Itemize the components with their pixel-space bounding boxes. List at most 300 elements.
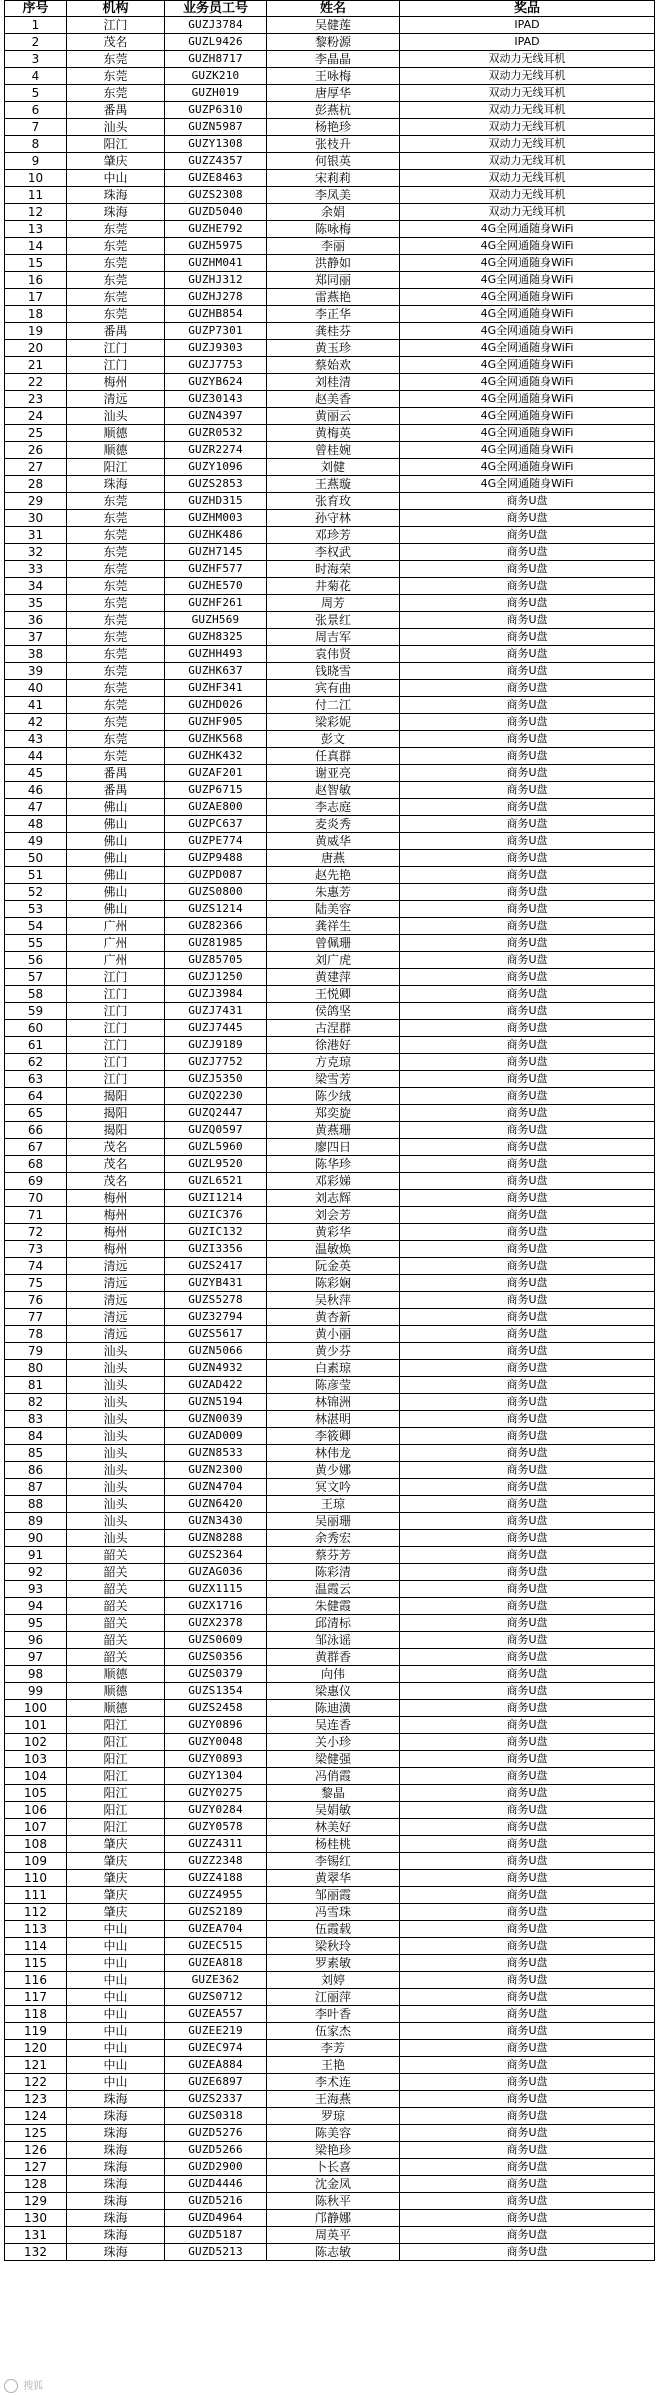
cell-index: 106 — [5, 1802, 67, 1819]
cell-prize: 商务U盘 — [400, 1479, 655, 1496]
cell-branch: 汕头 — [67, 1394, 165, 1411]
cell-name: 邹丽霞 — [267, 1887, 400, 1904]
cell-name: 冥文吟 — [267, 1479, 400, 1496]
cell-prize: 商务U盘 — [400, 1564, 655, 1581]
cell-agent-id: GUZIC376 — [165, 1207, 267, 1224]
table-row — [5, 1224, 655, 1241]
cell-branch: 中山 — [67, 1972, 165, 1989]
cell-agent-id: GUZHK637 — [165, 663, 267, 680]
cell-agent-id: GUZY0048 — [165, 1734, 267, 1751]
table-row — [5, 1598, 655, 1615]
cell-prize: 商务U盘 — [400, 1071, 655, 1088]
cell-index: 123 — [5, 2091, 67, 2108]
cell-branch: 阳江 — [67, 1819, 165, 1836]
cell-name: 林美好 — [267, 1819, 400, 1836]
cell-prize: 商务U盘 — [400, 986, 655, 1003]
header-row — [5, 1, 655, 17]
cell-branch: 珠海 — [67, 2193, 165, 2210]
cell-prize: 双动力无线耳机 — [400, 187, 655, 204]
cell-name: 刘桂清 — [267, 374, 400, 391]
cell-prize: 4G全网通随身WiFi — [400, 374, 655, 391]
cell-agent-id: GUZN4397 — [165, 408, 267, 425]
cell-prize: 商务U盘 — [400, 833, 655, 850]
cell-prize: 双动力无线耳机 — [400, 51, 655, 68]
cell-branch: 阳江 — [67, 1785, 165, 1802]
cell-prize: IPAD — [400, 17, 655, 34]
cell-prize: 商务U盘 — [400, 782, 655, 799]
table-row — [5, 289, 655, 306]
cell-agent-id: GUZN8288 — [165, 1530, 267, 1547]
table-row — [5, 1088, 655, 1105]
cell-name: 罗素敏 — [267, 1955, 400, 1972]
cell-name: 李晶晶 — [267, 51, 400, 68]
cell-branch: 东莞 — [67, 629, 165, 646]
cell-prize: 商务U盘 — [400, 1938, 655, 1955]
cell-index: 42 — [5, 714, 67, 731]
cell-prize: 商务U盘 — [400, 901, 655, 918]
watermark — [4, 2377, 43, 2393]
cell-index: 107 — [5, 1819, 67, 1836]
cell-prize: 4G全网通随身WiFi — [400, 459, 655, 476]
cell-branch: 东莞 — [67, 680, 165, 697]
cell-agent-id: GUZS2853 — [165, 476, 267, 493]
cell-agent-id: GUZZ4311 — [165, 1836, 267, 1853]
cell-agent-id: GUZHF577 — [165, 561, 267, 578]
cell-branch: 肇庆 — [67, 1853, 165, 1870]
cell-index: 44 — [5, 748, 67, 765]
cell-name: 李丽 — [267, 238, 400, 255]
table-row — [5, 1139, 655, 1156]
cell-index: 114 — [5, 1938, 67, 1955]
cell-name: 周英平 — [267, 2227, 400, 2244]
cell-index: 98 — [5, 1666, 67, 1683]
cell-name: 周芳 — [267, 595, 400, 612]
cell-branch: 中山 — [67, 1989, 165, 2006]
cell-prize: 商务U盘 — [400, 2091, 655, 2108]
cell-branch: 清远 — [67, 1292, 165, 1309]
cell-agent-id: GUZN5066 — [165, 1343, 267, 1360]
cell-prize: 商务U盘 — [400, 1258, 655, 1275]
cell-branch: 揭阳 — [67, 1122, 165, 1139]
cell-index: 20 — [5, 340, 67, 357]
cell-index: 81 — [5, 1377, 67, 1394]
cell-prize: 4G全网通随身WiFi — [400, 255, 655, 272]
cell-agent-id: GUZHJ312 — [165, 272, 267, 289]
cell-agent-id: GUZHD026 — [165, 697, 267, 714]
cell-agent-id: GUZL9520 — [165, 1156, 267, 1173]
table-row — [5, 238, 655, 255]
cell-agent-id: GUZY1096 — [165, 459, 267, 476]
cell-agent-id: GUZN5987 — [165, 119, 267, 136]
cell-agent-id: GUZZ4357 — [165, 153, 267, 170]
cell-index: 48 — [5, 816, 67, 833]
cell-name: 朱惠芳 — [267, 884, 400, 901]
cell-agent-id: GUZHF905 — [165, 714, 267, 731]
table-row — [5, 51, 655, 68]
cell-branch: 东莞 — [67, 238, 165, 255]
cell-prize: 商务U盘 — [400, 935, 655, 952]
cell-prize: 商务U盘 — [400, 969, 655, 986]
cell-name: 王海燕 — [267, 2091, 400, 2108]
cell-name: 陈华珍 — [267, 1156, 400, 1173]
cell-agent-id: GUZJ7752 — [165, 1054, 267, 1071]
cell-branch: 汕头 — [67, 1360, 165, 1377]
cell-name: 黄玉珍 — [267, 340, 400, 357]
cell-name: 宾有曲 — [267, 680, 400, 697]
table-row — [5, 969, 655, 986]
cell-prize: 商务U盘 — [400, 1547, 655, 1564]
cell-agent-id: GUZH7145 — [165, 544, 267, 561]
cell-index: 3 — [5, 51, 67, 68]
header-prize: 奖品 — [400, 1, 655, 17]
table-row — [5, 986, 655, 1003]
cell-branch: 中山 — [67, 2040, 165, 2057]
cell-index: 128 — [5, 2176, 67, 2193]
cell-agent-id: GUZAD422 — [165, 1377, 267, 1394]
cell-agent-id: GUZH019 — [165, 85, 267, 102]
cell-index: 121 — [5, 2057, 67, 2074]
cell-branch: 广州 — [67, 918, 165, 935]
table-row — [5, 153, 655, 170]
cell-index: 45 — [5, 765, 67, 782]
cell-index: 70 — [5, 1190, 67, 1207]
cell-index: 2 — [5, 34, 67, 51]
table-row — [5, 612, 655, 629]
table-row — [5, 578, 655, 595]
table-row — [5, 527, 655, 544]
cell-branch: 番禺 — [67, 765, 165, 782]
cell-name: 黎晶 — [267, 1785, 400, 1802]
cell-prize: 4G全网通随身WiFi — [400, 391, 655, 408]
cell-name: 陆美容 — [267, 901, 400, 918]
table-row — [5, 1564, 655, 1581]
table-row — [5, 1479, 655, 1496]
table-row — [5, 816, 655, 833]
table-row — [5, 459, 655, 476]
cell-branch: 珠海 — [67, 476, 165, 493]
table-row — [5, 850, 655, 867]
cell-name: 陈彩清 — [267, 1564, 400, 1581]
cell-index: 5 — [5, 85, 67, 102]
table-row — [5, 2210, 655, 2227]
cell-agent-id: GUZHH493 — [165, 646, 267, 663]
cell-branch: 东莞 — [67, 272, 165, 289]
cell-name: 龚桂芬 — [267, 323, 400, 340]
cell-name: 洪静如 — [267, 255, 400, 272]
table-row — [5, 1394, 655, 1411]
cell-agent-id: GUZJ9303 — [165, 340, 267, 357]
cell-name: 杨桂桃 — [267, 1836, 400, 1853]
cell-name: 吴健莲 — [267, 17, 400, 34]
cell-prize: 商务U盘 — [400, 1819, 655, 1836]
table-row — [5, 102, 655, 119]
cell-name: 王琼 — [267, 1496, 400, 1513]
table-row — [5, 1428, 655, 1445]
cell-prize: 商务U盘 — [400, 1292, 655, 1309]
cell-agent-id: GUZQ2230 — [165, 1088, 267, 1105]
table-row — [5, 595, 655, 612]
cell-index: 72 — [5, 1224, 67, 1241]
cell-agent-id: GUZ85705 — [165, 952, 267, 969]
table-row — [5, 68, 655, 85]
cell-branch: 阳江 — [67, 1734, 165, 1751]
cell-agent-id: GUZEA704 — [165, 1921, 267, 1938]
cell-name: 刘志辉 — [267, 1190, 400, 1207]
table-row — [5, 85, 655, 102]
cell-branch: 珠海 — [67, 2210, 165, 2227]
header-name: 姓名 — [267, 1, 400, 17]
cell-agent-id: GUZD2900 — [165, 2159, 267, 2176]
table-row — [5, 255, 655, 272]
cell-prize: 商务U盘 — [400, 748, 655, 765]
cell-agent-id: GUZ32794 — [165, 1309, 267, 1326]
cell-name: 李筱卿 — [267, 1428, 400, 1445]
cell-branch: 东莞 — [67, 714, 165, 731]
cell-name: 刘婷 — [267, 1972, 400, 1989]
cell-prize: 商务U盘 — [400, 1751, 655, 1768]
cell-index: 65 — [5, 1105, 67, 1122]
cell-prize: 商务U盘 — [400, 1207, 655, 1224]
table-row — [5, 2159, 655, 2176]
cell-name: 江丽萍 — [267, 1989, 400, 2006]
cell-name: 陈少绒 — [267, 1088, 400, 1105]
cell-agent-id: GUZD4446 — [165, 2176, 267, 2193]
cell-agent-id: GUZHF341 — [165, 680, 267, 697]
cell-prize: 商务U盘 — [400, 714, 655, 731]
cell-prize: 商务U盘 — [400, 2159, 655, 2176]
cell-agent-id: GUZJ3984 — [165, 986, 267, 1003]
cell-branch: 中山 — [67, 2023, 165, 2040]
table-row — [5, 1343, 655, 1360]
cell-branch: 东莞 — [67, 561, 165, 578]
cell-name: 赵美香 — [267, 391, 400, 408]
cell-agent-id: GUZD5187 — [165, 2227, 267, 2244]
table-row — [5, 1802, 655, 1819]
cell-prize: 双动力无线耳机 — [400, 136, 655, 153]
cell-name: 梁健强 — [267, 1751, 400, 1768]
cell-index: 93 — [5, 1581, 67, 1598]
cell-agent-id: GUZX1115 — [165, 1581, 267, 1598]
watermark-icon — [4, 2379, 18, 2393]
cell-branch: 番禺 — [67, 782, 165, 799]
cell-index: 116 — [5, 1972, 67, 1989]
cell-prize: 商务U盘 — [400, 1853, 655, 1870]
cell-agent-id: GUZY0896 — [165, 1717, 267, 1734]
cell-prize: 商务U盘 — [400, 1666, 655, 1683]
cell-branch: 东莞 — [67, 646, 165, 663]
cell-name: 王咏梅 — [267, 68, 400, 85]
cell-agent-id: GUZHE570 — [165, 578, 267, 595]
table-row — [5, 544, 655, 561]
cell-name: 陈秋平 — [267, 2193, 400, 2210]
cell-agent-id: GUZH569 — [165, 612, 267, 629]
cell-branch: 珠海 — [67, 2108, 165, 2125]
cell-index: 6 — [5, 102, 67, 119]
table-row — [5, 782, 655, 799]
cell-agent-id: GUZAD009 — [165, 1428, 267, 1445]
cell-branch: 番禺 — [67, 102, 165, 119]
cell-prize: 商务U盘 — [400, 1343, 655, 1360]
cell-index: 37 — [5, 629, 67, 646]
cell-agent-id: GUZD5266 — [165, 2142, 267, 2159]
cell-branch: 佛山 — [67, 833, 165, 850]
cell-prize: 商务U盘 — [400, 1615, 655, 1632]
table-row — [5, 1819, 655, 1836]
cell-prize: 商务U盘 — [400, 765, 655, 782]
cell-agent-id: GUZI3356 — [165, 1241, 267, 1258]
table-row — [5, 187, 655, 204]
cell-prize: 商务U盘 — [400, 1785, 655, 1802]
cell-agent-id: GUZD4964 — [165, 2210, 267, 2227]
cell-prize: 商务U盘 — [400, 663, 655, 680]
cell-branch: 珠海 — [67, 187, 165, 204]
cell-name: 袁伟贤 — [267, 646, 400, 663]
cell-branch: 韶关 — [67, 1649, 165, 1666]
cell-index: 58 — [5, 986, 67, 1003]
table-row — [5, 2057, 655, 2074]
cell-index: 7 — [5, 119, 67, 136]
cell-agent-id: GUZN0039 — [165, 1411, 267, 1428]
cell-index: 40 — [5, 680, 67, 697]
cell-prize: 商务U盘 — [400, 1105, 655, 1122]
cell-agent-id: GUZJ1250 — [165, 969, 267, 986]
cell-agent-id: GUZPE774 — [165, 833, 267, 850]
table-row — [5, 1955, 655, 1972]
cell-prize: 商务U盘 — [400, 1836, 655, 1853]
cell-prize: 商务U盘 — [400, 1360, 655, 1377]
cell-index: 47 — [5, 799, 67, 816]
cell-branch: 顺德 — [67, 1683, 165, 1700]
cell-prize: 商务U盘 — [400, 1989, 655, 2006]
cell-branch: 珠海 — [67, 2159, 165, 2176]
cell-prize: 商务U盘 — [400, 1190, 655, 1207]
table-row — [5, 2227, 655, 2244]
cell-prize: 商务U盘 — [400, 1275, 655, 1292]
table-row — [5, 1666, 655, 1683]
cell-agent-id: GUZS0318 — [165, 2108, 267, 2125]
cell-name: 林伟龙 — [267, 1445, 400, 1462]
cell-name: 何银英 — [267, 153, 400, 170]
cell-name: 罗琼 — [267, 2108, 400, 2125]
table-row — [5, 2006, 655, 2023]
cell-branch: 阳江 — [67, 1768, 165, 1785]
header-branch: 机构 — [67, 1, 165, 17]
cell-index: 105 — [5, 1785, 67, 1802]
cell-agent-id: GUZS5617 — [165, 1326, 267, 1343]
cell-name: 宋莉莉 — [267, 170, 400, 187]
cell-prize: 商务U盘 — [400, 2023, 655, 2040]
cell-branch: 江门 — [67, 986, 165, 1003]
cell-name: 林锦洲 — [267, 1394, 400, 1411]
cell-agent-id: GUZHD315 — [165, 493, 267, 510]
cell-index: 82 — [5, 1394, 67, 1411]
cell-index: 23 — [5, 391, 67, 408]
cell-prize: 双动力无线耳机 — [400, 170, 655, 187]
cell-agent-id: GUZP6310 — [165, 102, 267, 119]
cell-prize: 商务U盘 — [400, 1496, 655, 1513]
cell-index: 87 — [5, 1479, 67, 1496]
cell-agent-id: GUZL9426 — [165, 34, 267, 51]
table-row — [5, 1275, 655, 1292]
cell-branch: 梅州 — [67, 1207, 165, 1224]
cell-index: 104 — [5, 1768, 67, 1785]
cell-prize: 商务U盘 — [400, 1598, 655, 1615]
cell-index: 13 — [5, 221, 67, 238]
cell-agent-id: GUZYB624 — [165, 374, 267, 391]
cell-prize: 双动力无线耳机 — [400, 102, 655, 119]
cell-agent-id: GUZS1354 — [165, 1683, 267, 1700]
cell-name: 曾桂婉 — [267, 442, 400, 459]
cell-name: 李叶香 — [267, 2006, 400, 2023]
cell-prize: 商务U盘 — [400, 918, 655, 935]
cell-branch: 汕头 — [67, 1343, 165, 1360]
table-body — [5, 17, 655, 2261]
cell-name: 梁彩妮 — [267, 714, 400, 731]
cell-index: 129 — [5, 2193, 67, 2210]
cell-agent-id: GUZY0284 — [165, 1802, 267, 1819]
cell-agent-id: GUZI1214 — [165, 1190, 267, 1207]
cell-agent-id: GUZS2308 — [165, 187, 267, 204]
cell-name: 冯雪珠 — [267, 1904, 400, 1921]
cell-branch: 清远 — [67, 1326, 165, 1343]
cell-prize: 商务U盘 — [400, 1003, 655, 1020]
table-row — [5, 799, 655, 816]
table-row — [5, 2040, 655, 2057]
cell-name: 赵智敏 — [267, 782, 400, 799]
cell-name: 麦炎秀 — [267, 816, 400, 833]
cell-agent-id: GUZY0893 — [165, 1751, 267, 1768]
cell-index: 74 — [5, 1258, 67, 1275]
cell-branch: 东莞 — [67, 51, 165, 68]
cell-branch: 肇庆 — [67, 1887, 165, 1904]
cell-index: 61 — [5, 1037, 67, 1054]
cell-agent-id: GUZJ7445 — [165, 1020, 267, 1037]
cell-branch: 中山 — [67, 1921, 165, 1938]
cell-agent-id: GUZIC132 — [165, 1224, 267, 1241]
cell-prize: 商务U盘 — [400, 1326, 655, 1343]
cell-prize: 商务U盘 — [400, 1955, 655, 1972]
table-row — [5, 1377, 655, 1394]
cell-index: 18 — [5, 306, 67, 323]
table-row — [5, 714, 655, 731]
cell-index: 92 — [5, 1564, 67, 1581]
cell-prize: 商务U盘 — [400, 1241, 655, 1258]
table-row — [5, 119, 655, 136]
cell-name: 方克琼 — [267, 1054, 400, 1071]
cell-agent-id: GUZX1716 — [165, 1598, 267, 1615]
table-row — [5, 646, 655, 663]
cell-index: 132 — [5, 2244, 67, 2261]
cell-name: 温敏焕 — [267, 1241, 400, 1258]
cell-branch: 汕头 — [67, 1445, 165, 1462]
cell-name: 陈美容 — [267, 2125, 400, 2142]
cell-prize: 商务U盘 — [400, 731, 655, 748]
table-row — [5, 1683, 655, 1700]
cell-prize: 商务U盘 — [400, 2176, 655, 2193]
cell-name: 付二江 — [267, 697, 400, 714]
cell-name: 陈彦莹 — [267, 1377, 400, 1394]
table-row — [5, 1445, 655, 1462]
cell-agent-id: GUZH5975 — [165, 238, 267, 255]
cell-agent-id: GUZHK568 — [165, 731, 267, 748]
cell-branch: 东莞 — [67, 493, 165, 510]
cell-branch: 茂名 — [67, 1139, 165, 1156]
cell-branch: 顺德 — [67, 425, 165, 442]
table-row — [5, 221, 655, 238]
cell-prize: 商务U盘 — [400, 1972, 655, 1989]
cell-prize: 商务U盘 — [400, 493, 655, 510]
table-row — [5, 306, 655, 323]
